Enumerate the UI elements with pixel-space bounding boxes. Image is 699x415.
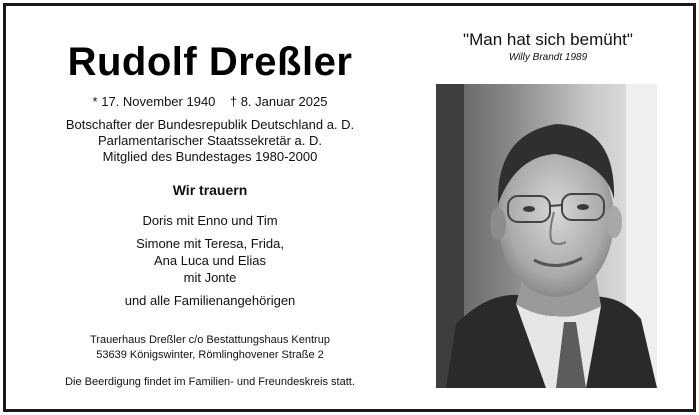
family-group-3: und alle Familienangehörigen — [124, 293, 296, 308]
deceased-name: Rudolf Dreßler — [67, 40, 353, 84]
mourning-address — [30, 333, 390, 363]
funeral-note: Die Beerdigung findet im Familien- und Freundeskreis statt. — [65, 376, 355, 388]
death-date: † 8. Januar 2025 — [229, 94, 328, 109]
family-group-1: Doris mit Enno und Tim — [142, 213, 278, 228]
title-line: Mitglied des Bundestages 1980-2000 — [102, 149, 318, 164]
quote-text: "Man hat sich bemüht" — [463, 30, 633, 49]
titles-block — [30, 117, 390, 165]
mourning-heading: Wir trauern — [172, 182, 248, 198]
family-group-2-line: Simone mit Teresa, Frida, — [136, 236, 284, 251]
portrait-illustration — [436, 84, 657, 388]
family-group-2-line: Ana Luca und Elias — [153, 253, 267, 268]
family-list — [30, 212, 390, 309]
birth-date: * 17. November 1940 — [92, 94, 216, 109]
title-line: Parlamentarischer Staatssekretär a. D. — [98, 133, 322, 148]
portrait-photo — [436, 84, 657, 388]
title-line: Botschafter der Bundesrepublik Deutschland a. D. — [65, 117, 355, 132]
quote-author: Willy Brandt 1989 — [508, 52, 588, 63]
life-dates — [30, 94, 390, 109]
family-group-2-line: mit Jonte — [183, 270, 237, 285]
address-line: 53639 Königswinter, Römlinghovener Straße 2 — [96, 349, 324, 361]
address-line: Trauerhaus Dreßler c/o Bestattungshaus Kentrup — [90, 334, 330, 346]
